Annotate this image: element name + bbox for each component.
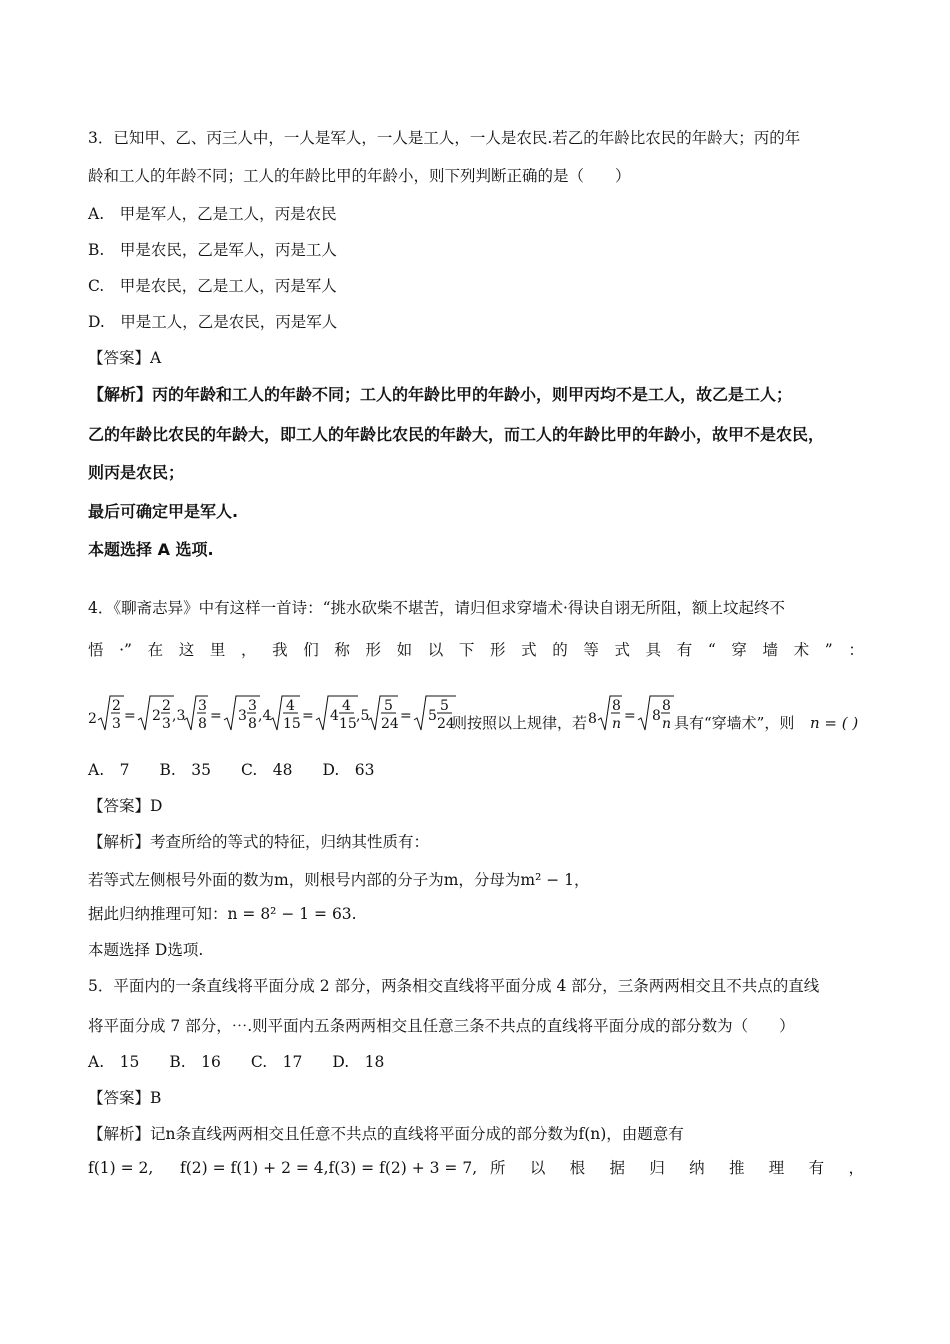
q4-char: 式 xyxy=(614,641,630,659)
svg-text:n: n xyxy=(662,716,672,732)
q5-char: 以 xyxy=(529,1159,546,1177)
formula-tail-1: 则按照以上规律，若 xyxy=(452,714,588,732)
svg-text:5: 5 xyxy=(440,698,449,714)
q5-f1: f(1) = 2, xyxy=(88,1159,154,1177)
q5-char: 纳 xyxy=(689,1159,705,1177)
svg-text:5: 5 xyxy=(384,698,393,714)
q4-char: 术 xyxy=(793,641,810,659)
svg-text:2: 2 xyxy=(162,698,171,714)
q4-answer: 【答案】D xyxy=(88,797,163,815)
q3-option-c: C. 甲是农民，乙是工人，丙是军人 xyxy=(88,277,337,295)
q5-option-a: A. 15 xyxy=(88,1053,140,1071)
q4-stem-line2 xyxy=(88,640,864,660)
svg-text:15: 15 xyxy=(283,716,301,732)
q4-char: 里 xyxy=(209,641,226,659)
svg-text:=: = xyxy=(210,708,222,724)
q4-char: 称 xyxy=(334,641,350,659)
q4-option-a: A. 7 xyxy=(88,761,130,779)
q3-stem-line2: 龄和工人的年龄不同；工人的年龄比甲的年龄小，则下列判断正确的是（ ） xyxy=(88,167,631,185)
svg-text:,5: ,5 xyxy=(356,708,370,724)
svg-text:24: 24 xyxy=(381,716,399,732)
q3-option-a: A. 甲是军人，乙是工人，丙是农民 xyxy=(88,205,337,223)
svg-text:2: 2 xyxy=(112,698,121,714)
q5-answer: 【答案】B xyxy=(88,1089,162,1107)
q4-options xyxy=(88,760,375,780)
q4-char: 式 xyxy=(521,641,537,659)
svg-text:2: 2 xyxy=(88,711,97,727)
svg-text:4: 4 xyxy=(330,708,339,724)
q3-analysis-line2: 乙的年龄比农民的年龄大，即工人的年龄比农民的年龄大，而工人的年龄比甲的年龄小，故甲不是农民， xyxy=(88,425,825,444)
formula-n: n xyxy=(612,716,622,732)
q5-char: ， xyxy=(848,1159,864,1177)
q4-analysis-line1: 【解析】考查所给的等式的特征，归纳其性质有： xyxy=(88,833,430,851)
q3-option-d: D. 甲是工人，乙是农民，丙是军人 xyxy=(88,313,338,331)
q3-analysis-line4: 最后可确定甲是军人. xyxy=(88,502,239,521)
q5-char: 所 xyxy=(490,1159,506,1177)
svg-text:=: = xyxy=(302,708,314,724)
q4-char: 们 xyxy=(303,641,319,659)
svg-text:5: 5 xyxy=(428,708,437,724)
q5-option-c: C. 17 xyxy=(250,1053,303,1071)
q5-char: 据 xyxy=(609,1159,625,1177)
q5-options xyxy=(88,1052,384,1072)
q4-analysis-line2: 若等式左侧根号外面的数为m，则根号内部的分子为m，分母为m² − 1， xyxy=(88,871,590,889)
q5-char: 归 xyxy=(649,1159,665,1177)
svg-text:,4: ,4 xyxy=(258,708,272,724)
svg-text:8: 8 xyxy=(652,708,661,724)
q4-char: 有 xyxy=(676,641,693,659)
q3-analysis-line3: 则丙是农民； xyxy=(88,463,185,482)
q5-char: 理 xyxy=(768,1159,785,1177)
q4-stem-line1: 4．《聊斋志异》中有这样一首诗：“挑水砍柴不堪苦，请归但求穿墙术·得诀自诩无所阻，额上坟起终不 xyxy=(88,599,785,617)
q5-analysis-line1: 【解析】记n条直线两两相交且任意不共点的直线将平面分成的部分数为f(n)，由题意有 xyxy=(88,1125,684,1143)
q4-char: ” xyxy=(824,641,833,659)
svg-text:4: 4 xyxy=(286,698,295,714)
q5-stem-line1: 5．平面内的一条直线将平面分成 2 部分，两条相交直线将平面分成 4 部分，三条两两相交且不共点的直线 xyxy=(88,977,820,995)
q4-formula-row xyxy=(88,690,868,742)
q4-char: 悟 xyxy=(88,641,104,659)
q5-char: 根 xyxy=(569,1159,586,1177)
q4-char: 下 xyxy=(458,641,475,659)
svg-text:8: 8 xyxy=(662,698,671,714)
svg-text:3: 3 xyxy=(248,698,257,714)
svg-text:15: 15 xyxy=(339,716,357,732)
q5-option-b: B. 16 xyxy=(169,1053,221,1071)
q4-char: ， xyxy=(240,641,257,659)
q4-char: 如 xyxy=(396,641,413,659)
q5-char: 推 xyxy=(728,1159,745,1177)
q4-option-c: C. 48 xyxy=(241,761,293,779)
q3-analysis-line1: 【解析】丙的年龄和工人的年龄不同；工人的年龄比甲的年龄小，则甲丙均不是工人，故乙是工人； xyxy=(88,385,793,404)
q4-char: 以 xyxy=(427,641,444,659)
q3-analysis-line5: 本题选择 A 选项. xyxy=(88,540,214,559)
formula-tail-2: 具有“穿墙术”，则 xyxy=(674,714,795,732)
q5-char: 有 xyxy=(808,1159,825,1177)
svg-text:3: 3 xyxy=(198,698,207,714)
radical-equations-figure xyxy=(88,690,868,742)
svg-text:8: 8 xyxy=(612,698,621,714)
svg-text:24: 24 xyxy=(437,716,455,732)
q3-answer: 【答案】A xyxy=(88,349,162,367)
q4-char: ·” xyxy=(119,641,132,659)
formula-eight: 8 xyxy=(588,711,597,727)
q4-char: 等 xyxy=(583,641,599,659)
q5-f2-f3: f(2) = f(1) + 2 = 4,f(3) = f(2) + 3 = 7, xyxy=(180,1159,478,1177)
q4-analysis-line4: 本题选择 D选项. xyxy=(88,941,204,959)
q4-analysis-line3: 据此归纳推理可知：n = 8² − 1 = 63. xyxy=(88,905,357,923)
q5-stem-line2: 将平面分成 7 部分，⋯.则平面内五条两两相交且任意三条不共点的直线将平面分成的部分数为（ ） xyxy=(88,1017,795,1035)
q5-analysis-line2 xyxy=(88,1158,864,1178)
q4-char: 穿 xyxy=(731,641,747,659)
q3-stem-line1: 3．已知甲、乙、丙三人中，一人是军人，一人是工人，一人是农民.若乙的年龄比农民的年龄大；丙的年 xyxy=(88,129,801,147)
q4-char: 形 xyxy=(365,641,381,659)
q4-char: 具 xyxy=(645,641,662,659)
svg-text:4: 4 xyxy=(342,698,351,714)
q4-char: 的 xyxy=(552,641,568,659)
svg-text:,3: ,3 xyxy=(172,708,186,724)
svg-text:=: = xyxy=(624,708,636,724)
q5-spread-text xyxy=(490,1158,864,1178)
q4-option-d: D. 63 xyxy=(322,761,375,779)
q4-char: 在 xyxy=(147,641,164,659)
q4-char: 墙 xyxy=(762,641,779,659)
q4-char: 我 xyxy=(272,641,288,659)
svg-text:8: 8 xyxy=(248,716,257,732)
q4-option-b: B. 35 xyxy=(159,761,212,779)
q4-char: ： xyxy=(848,641,864,659)
svg-text:3: 3 xyxy=(162,716,171,732)
svg-text:3: 3 xyxy=(238,708,247,724)
q4-char: “ xyxy=(707,641,716,659)
svg-text:3: 3 xyxy=(112,716,121,732)
q4-char: 形 xyxy=(489,641,506,659)
svg-text:=: = xyxy=(400,708,412,724)
q3-option-b: B. 甲是农民，乙是军人，丙是工人 xyxy=(88,241,337,259)
q5-option-d: D. 18 xyxy=(332,1053,385,1071)
svg-text:8: 8 xyxy=(198,716,207,732)
svg-text:=: = xyxy=(124,708,136,724)
q4-char: 这 xyxy=(178,641,195,659)
formula-n-paren: n = ( ) xyxy=(810,714,859,732)
svg-text:2: 2 xyxy=(152,708,161,724)
